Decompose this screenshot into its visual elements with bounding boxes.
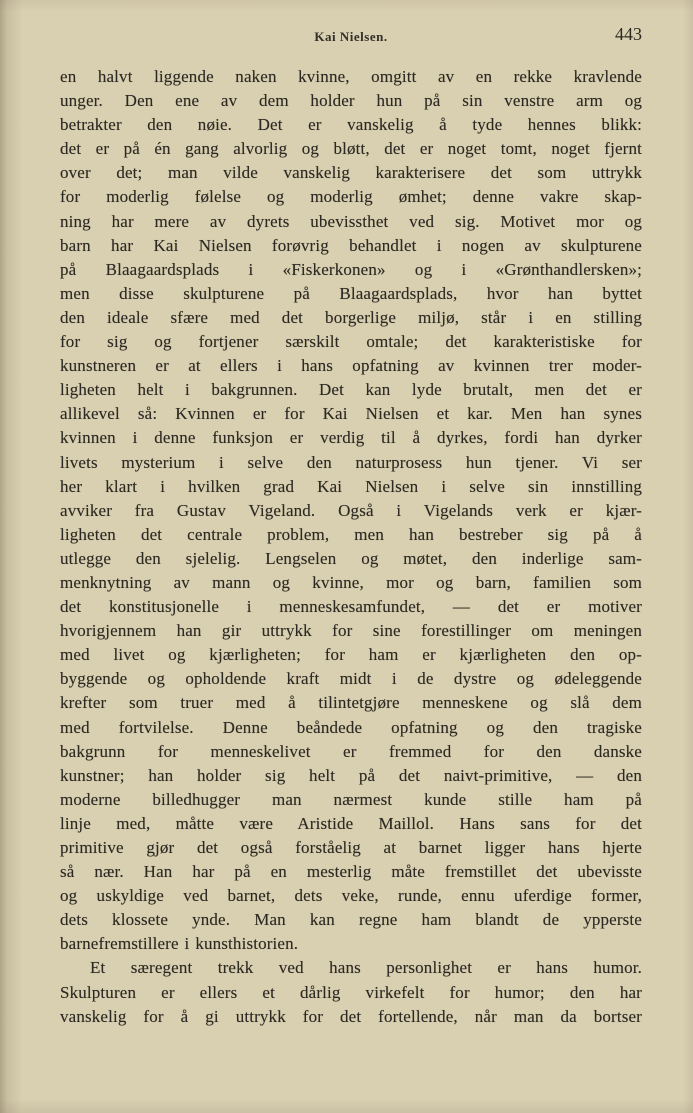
text-line: over det; man vilde vanskelig karakterisere det som uttrykk: [60, 163, 642, 183]
text-line: det konstitusjonelle i menneskesamfundet, — det er motiver: [60, 597, 642, 617]
text-line: menknytning av mann og kvinne, mor og barn, familien som: [60, 572, 642, 592]
text-line: på Blaagaardsplads i «Fiskerkonen» og i «Grønthandlersken»;: [60, 259, 642, 279]
text-line: for sig og fortjener særskilt omtale; det karakteristiske for: [60, 332, 642, 352]
text-line: men disse skulpturene på Blaagaardsplads, hvor han byttet: [60, 283, 642, 303]
text-line: og uskyldige ved barnet, dets veke, runde, ennu uferdige former,: [60, 886, 642, 906]
text-line: for moderlig følelse og moderlig ømhet; denne vakre skap-: [60, 187, 642, 207]
text-line: livets mysterium i selve den naturprosess hun tjener. Vi ser: [60, 452, 642, 472]
text-line: ligheten helt i bakgrunnen. Det kan lyde brutalt, men det er: [60, 380, 642, 400]
page-number: 443: [615, 24, 642, 44]
text-line: krefter som truer med å tilintetgjøre menneskene og slå dem: [60, 693, 642, 713]
text-line: kunstneren er at ellers i hans opfatning av kvinnen trer moder-: [60, 356, 642, 376]
text-line: dets klossete ynde. Man kan regne ham blandt de ypperste: [60, 910, 642, 930]
body-text: [60, 65, 642, 1029]
text-line: bakgrunn for menneskelivet er fremmed for den danske: [60, 741, 642, 761]
text-line: utlegge den sjelelig. Lengselen og møtet, den inderlige sam-: [60, 548, 642, 568]
text-line: Et særegent trekk ved hans personlighet er hans humor.: [90, 958, 642, 978]
text-line: med fortvilelse. Denne beåndede opfatning og den tragiske: [60, 717, 642, 737]
text-line: linje med, måtte være Aristide Maillol. Hans sans for det: [60, 813, 642, 833]
text-line: moderne billedhugger man nærmest kunde stille ham på: [60, 789, 642, 809]
text-line: så nær. Han har på en mesterlig måte fremstillet det ubevisste: [60, 862, 642, 882]
text-line: allikevel så: Kvinnen er for Kai Nielsen et kar. Men han synes: [60, 404, 642, 424]
text-line: kvinnen i denne funksjon er verdig til å dyrkes, fordi han dyrker: [60, 428, 642, 448]
text-line: betrakter den nøie. Det er vanskelig å tyde hennes blikk:: [60, 115, 642, 135]
text-line: den ideale sfære med det borgerlige miljø, står i en stilling: [60, 307, 642, 327]
text-line: det er på én gang alvorlig og bløtt, det er noget tomt, noget fjernt: [60, 139, 642, 159]
text-line: barn har Kai Nielsen forøvrig behandlet i nogen av skulpturene: [60, 235, 642, 255]
text-line: vanskelig for å gi uttrykk for det fortellende, når man da bortser: [60, 1006, 642, 1026]
text-line: ning har mere av dyrets ubevissthet ved sig. Motivet mor og: [60, 211, 642, 231]
text-line: med livet og kjærligheten; for ham er kjærligheten den op-: [60, 645, 642, 665]
text-line: avviker fra Gustav Vigeland. Også i Vigelands verk er kjær-: [60, 500, 642, 520]
text-line: her klart i hvilken grad Kai Nielsen i selve sin innstilling: [60, 476, 642, 496]
text-line: unger. Den ene av dem holder hun på sin venstre arm og: [60, 91, 642, 111]
page-header: [60, 24, 642, 49]
text-line: en halvt liggende naken kvinne, omgitt av en rekke kravlende: [60, 67, 642, 86]
text-line: byggende og opholdende kraft midt i de dystre og ødeleggende: [60, 669, 642, 689]
text-line: kunstner; han holder sig helt på det naivt-primitive, — den: [60, 765, 642, 785]
text-line: ligheten det centrale problem, men han bestreber sig på å: [60, 524, 642, 544]
text-line: hvorigjennem han gir uttrykk for sine forestillinger om meningen: [60, 621, 642, 641]
text-line: Skulpturen er ellers et dårlig virkefelt for humor; den har: [60, 982, 642, 1002]
text-line: barnefremstillere i kunsthistorien.: [60, 934, 299, 954]
text-line: primitive gjør det også forståelig at barnet ligger hans hjerte: [60, 838, 642, 857]
running-title: Kai Nielsen.: [314, 29, 388, 44]
